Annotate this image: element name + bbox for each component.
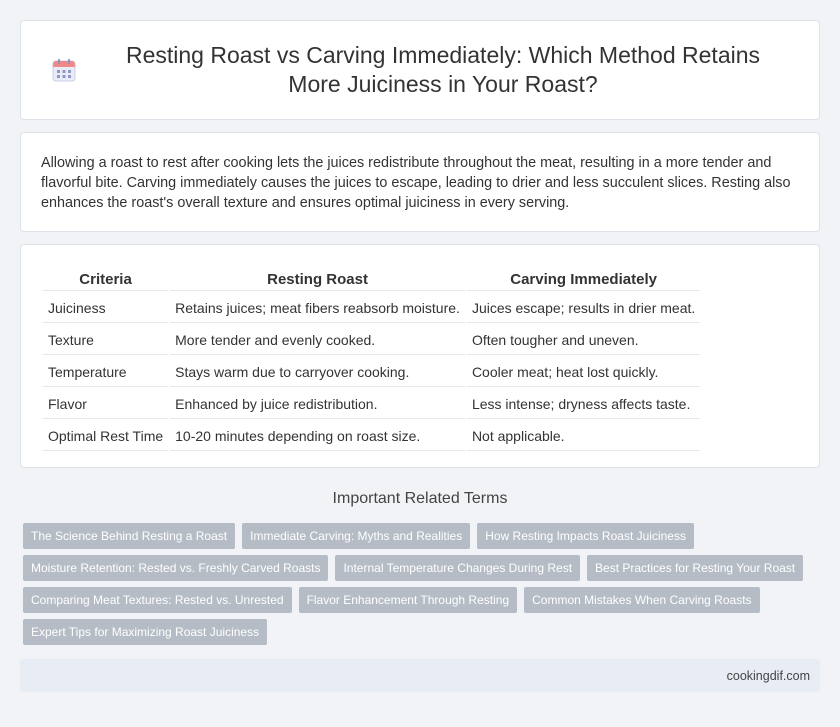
footer-site-link[interactable]: cookingdif.com [726, 668, 810, 683]
table-cell: Not applicable. [467, 421, 700, 451]
title-wrap [51, 41, 789, 99]
table-cell: Juices escape; results in drier meat. [467, 293, 700, 323]
table-cell: Temperature [43, 357, 168, 387]
related-term-tag[interactable]: Immediate Carving: Myths and Realities [242, 523, 470, 549]
column-header-carving: Carving Immediately [467, 265, 700, 291]
related-terms-heading: Important Related Terms [332, 490, 508, 507]
table-cell: Less intense; dryness affects taste. [467, 389, 700, 419]
related-term-tag[interactable]: How Resting Impacts Roast Juiciness [477, 523, 694, 549]
table-cell: Texture [43, 325, 168, 355]
table-header-row [43, 265, 700, 291]
related-term-tag[interactable]: Best Practices for Resting Your Roast [587, 555, 803, 581]
page-title: Resting Roast vs Carving Immediately: Which Method Retains More Juiciness in Your Roast? [125, 42, 761, 97]
intro-card [20, 132, 820, 232]
related-terms-list [20, 523, 820, 645]
title-card [20, 20, 820, 120]
table-cell: Juiciness [43, 293, 168, 323]
related-term-tag[interactable]: Comparing Meat Textures: Rested vs. Unrested [23, 587, 292, 613]
table-cell: Often tougher and uneven. [467, 325, 700, 355]
intro-text: Allowing a roast to rest after cooking lets the juices redistribute throughout the meat, resulting in a more tender and flavorful bite. Carving immediately causes the juices to escape, leading to drier and less succulent slices. Resting also enhances the roast's overall texture and ensures optimal juiciness in every serving. [41, 155, 791, 211]
table-cell: 10-20 minutes depending on roast size. [170, 421, 465, 451]
table-cell: Stays warm due to carryover cooking. [170, 357, 465, 387]
table-cell: Enhanced by juice redistribution. [170, 389, 465, 419]
table-cell: Retains juices; meat fibers reabsorb moisture. [170, 293, 465, 323]
table-cell: Cooler meat; heat lost quickly. [467, 357, 700, 387]
comparison-table [41, 263, 702, 453]
table-row [43, 293, 700, 323]
table-row [43, 357, 700, 387]
comparison-table-card [20, 244, 820, 468]
table-cell: Optimal Rest Time [43, 421, 168, 451]
related-term-tag[interactable]: Internal Temperature Changes During Rest [335, 555, 580, 581]
table-cell: More tender and evenly cooked. [170, 325, 465, 355]
column-header-resting: Resting Roast [170, 265, 465, 291]
related-term-tag[interactable]: Common Mistakes When Carving Roasts [524, 587, 759, 613]
calendar-icon [51, 57, 77, 83]
related-term-tag[interactable]: Moisture Retention: Rested vs. Freshly Carved Roasts [23, 555, 328, 581]
related-term-tag[interactable]: Expert Tips for Maximizing Roast Juiciness [23, 619, 267, 645]
footer [20, 659, 820, 692]
table-row [43, 421, 700, 451]
related-term-tag[interactable]: Flavor Enhancement Through Resting [299, 587, 518, 613]
table-cell: Flavor [43, 389, 168, 419]
table-row [43, 389, 700, 419]
column-header-criteria: Criteria [43, 265, 168, 291]
related-term-tag[interactable]: The Science Behind Resting a Roast [23, 523, 235, 549]
table-row [43, 325, 700, 355]
